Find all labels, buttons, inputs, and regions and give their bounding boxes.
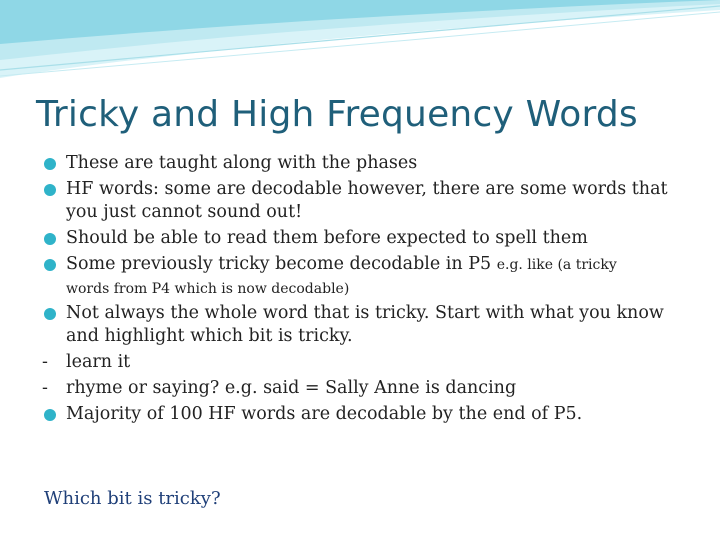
bullet-text: HF words: some are decodable however, there are some words that you just cannot sound out! bbox=[66, 179, 668, 222]
bullet-list bbox=[44, 152, 694, 429]
decorative-wave-header bbox=[0, 0, 720, 90]
bullet-item bbox=[44, 227, 694, 250]
bullet-item bbox=[44, 253, 694, 299]
bullet-item bbox=[44, 152, 694, 175]
bullet-text: learn it bbox=[66, 352, 131, 372]
dash-item bbox=[44, 377, 694, 400]
bullet-item bbox=[44, 178, 694, 224]
bullet-text: Not always the whole word that is tricky. Start with what you know and highlight which bit is tricky. bbox=[66, 303, 664, 346]
bullet-item bbox=[44, 403, 694, 426]
bullet-sub-text: words from P4 which is now decodable) bbox=[66, 281, 350, 297]
bullet-item bbox=[44, 302, 694, 348]
bullet-text: rhyme or saying? e.g. said = Sally Anne is dancing bbox=[66, 378, 517, 398]
bullet-small-text: e.g. like (a tricky bbox=[496, 257, 617, 273]
dash-item bbox=[44, 351, 694, 374]
slide-title: Tricky and High Frequency Words bbox=[36, 94, 638, 135]
bullet-text: Majority of 100 HF words are decodable by the end of P5. bbox=[66, 404, 583, 424]
bullet-text: These are taught along with the phases bbox=[66, 153, 418, 173]
bullet-text: Some previously tricky become decodable in P5 bbox=[66, 254, 497, 274]
footer-question: Which bit is tricky? bbox=[44, 488, 221, 509]
bullet-text: Should be able to read them before expected to spell them bbox=[66, 228, 588, 248]
